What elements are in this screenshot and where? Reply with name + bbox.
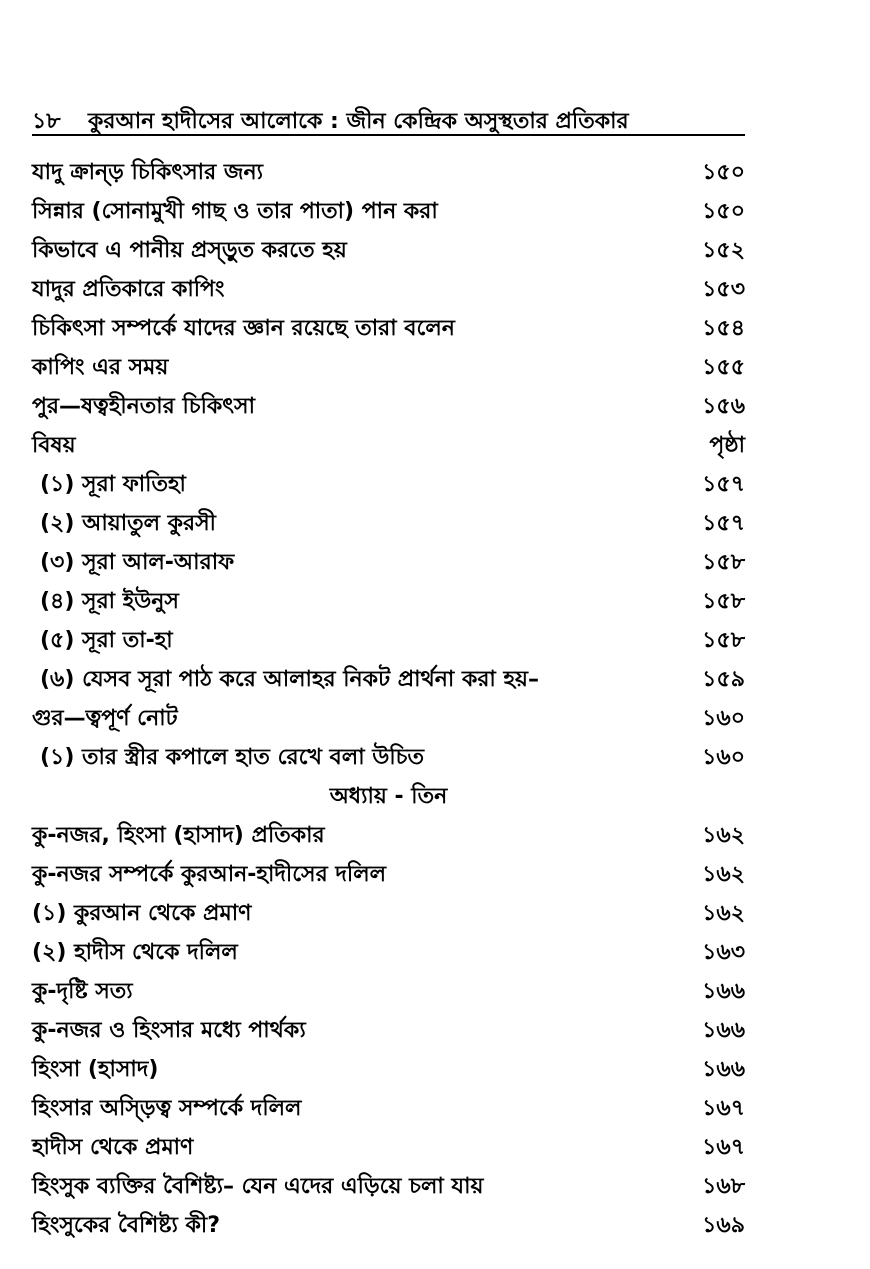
toc-entry: [32, 621, 745, 660]
toc-entry-page: ১৫৪: [702, 316, 745, 341]
toc-entry-title: অধ্যায় - তিন: [329, 784, 448, 809]
toc-entry-title: (২) আয়াতুল কুরসী: [40, 511, 216, 536]
toc-entry: [32, 309, 745, 348]
toc-entry-title: কু-দৃষ্টি সত্য: [32, 979, 133, 1004]
toc-entry-title: (৪) সূরা ইউনুস: [40, 589, 179, 614]
toc-entry-page: ১৫৭: [702, 472, 745, 497]
toc-entry-page: ১৫৩: [702, 277, 745, 302]
toc-entry: [32, 231, 745, 270]
toc-entry-title: গুর—ত্বপূর্ণ নোট: [32, 706, 178, 731]
toc-entry-title: যাদুর প্রতিকারে কাপিং: [32, 277, 225, 302]
toc-entry-title: হিংসার অস্ড়িত্ব সম্পর্কে দলিল: [32, 1096, 302, 1121]
toc-entry: [32, 816, 745, 855]
toc-entry: [32, 270, 745, 309]
toc-entry-title: হিংসুক ব্যক্তির বৈশিষ্ট্য– যেন এদের এড়িয়ে চলা যায়: [32, 1174, 484, 1199]
toc-entry-title: কু-নজর সম্পর্কে কুরআন-হাদীসের দলিল: [32, 862, 386, 887]
toc-entry: [32, 465, 745, 504]
toc-entry-title: হিংসুকের বৈশিষ্ট্য কী?: [32, 1213, 220, 1238]
toc-entry: [32, 153, 745, 192]
toc-entry-title: (৬) যেসব সূরা পাঠ করে আলাহর নিকট প্রার্থনা করা হয়–: [40, 667, 539, 692]
toc-entry-title: কু-নজর, হিংসা (হাসাদ) প্রতিকার: [32, 823, 325, 848]
toc-entry-page: ১৫৫: [702, 355, 745, 380]
toc-entry: [32, 933, 745, 972]
toc-entry-page: ১৫৯: [702, 667, 745, 692]
toc-entry: [32, 1050, 745, 1089]
toc-entry: [32, 855, 745, 894]
toc-entry-title: (১) সূরা ফাতিহা: [40, 472, 186, 497]
toc-entry-title: সিন্নার (সোনামুখী গাছ ও তার পাতা) পান করা: [32, 199, 438, 224]
toc-entry-title: হিংসা (হাসাদ): [32, 1057, 159, 1082]
toc-entry: [32, 699, 745, 738]
toc-entry-title: কাপিং এর সময়: [32, 355, 169, 380]
toc-entry-title: যাদু ক্রান্ড় চিকিৎসার জন্য: [32, 160, 264, 185]
toc-entry: [32, 894, 745, 933]
toc-entry-title: পুর—ষত্বহীনতার চিকিৎসা: [32, 394, 255, 419]
toc-entry-page: ১৬৬: [702, 1057, 745, 1082]
toc-entry: [32, 1089, 745, 1128]
toc-entry: [32, 1011, 745, 1050]
toc-entry-page: ১৬০: [702, 706, 745, 731]
toc-entry-page: ১৬৭: [702, 1096, 745, 1121]
toc-entry: [32, 582, 745, 621]
toc-entry-page: পৃষ্ঠা: [709, 433, 745, 458]
toc-entry-page: ১৬৭: [702, 1135, 745, 1160]
toc-entry-page: ১৬৬: [702, 979, 745, 1004]
toc-entry: [32, 1206, 745, 1245]
toc-entry-page: ১৫৭: [702, 511, 745, 536]
toc-entry-page: ১৬৯: [702, 1213, 745, 1238]
toc-entry-page: ১৬২: [702, 862, 745, 887]
toc-entry: [32, 660, 745, 699]
toc-entry: [32, 504, 745, 543]
toc-entry-page: ১৫০: [702, 199, 745, 224]
toc-entry-title: বিষয়: [32, 433, 76, 458]
toc-entry: [32, 387, 745, 426]
toc-entry-title: (১) তার স্ত্রীর কপালে হাত রেখে বলা উচিত: [40, 745, 425, 770]
toc-entry-title: (৩) সূরা আল-আরাফ: [40, 550, 235, 575]
toc-entry-page: ১৫০: [702, 160, 745, 185]
toc-entry: [32, 1128, 745, 1167]
book-title: কুরআন হাদীসের আলোকে : জীন কেন্দ্রিক অসুস্থতার প্রতিকার: [88, 109, 629, 134]
toc-entry-page: ১৫৬: [702, 394, 745, 419]
toc-entry-title: (১) কুরআন থেকে প্রমাণ: [32, 901, 252, 926]
toc-entry-page: ১৬৬: [702, 1018, 745, 1043]
toc-entry: [32, 738, 745, 777]
toc-entry-page: ১৬৮: [702, 1174, 745, 1199]
page-number: ১৮: [32, 109, 61, 134]
toc-entry: [32, 543, 745, 582]
toc-entry-page: ১৬৩: [702, 940, 745, 965]
toc-entry-title: চিকিৎসা সম্পর্কে যাদের জ্ঞান রয়েছে তারা বলেন: [32, 316, 455, 341]
toc-entry: [32, 192, 745, 231]
toc-entry-title: কিভাবে এ পানীয় প্রস্ড়ুত করতে হয়: [32, 238, 347, 263]
toc-entry-page: ১৫৮: [702, 589, 745, 614]
toc-entry-title: হাদীস থেকে প্রমাণ: [32, 1135, 194, 1160]
toc-entry: [32, 348, 745, 387]
toc-entry-page: ১৫৮: [702, 628, 745, 653]
toc-entry-title: কু-নজর ও হিংসার মধ্যে পার্থক্য: [32, 1018, 306, 1043]
toc-entry-page: ১৬০: [702, 745, 745, 770]
chapter-heading: [32, 777, 745, 816]
toc-entry: [32, 972, 745, 1011]
toc-entry-title: (২) হাদীস থেকে দলিল: [32, 940, 238, 965]
toc-entry: [32, 426, 745, 465]
toc-entry-page: ১৬২: [702, 823, 745, 848]
toc-entry-page: ১৬২: [702, 901, 745, 926]
toc-entry-title: (৫) সূরা তা-হা: [40, 628, 173, 653]
toc-entry-page: ১৫৮: [702, 550, 745, 575]
toc-entry: [32, 1167, 745, 1206]
table-of-contents: [32, 153, 745, 1245]
running-header: [32, 104, 745, 136]
toc-entry-page: ১৫২: [702, 238, 745, 263]
